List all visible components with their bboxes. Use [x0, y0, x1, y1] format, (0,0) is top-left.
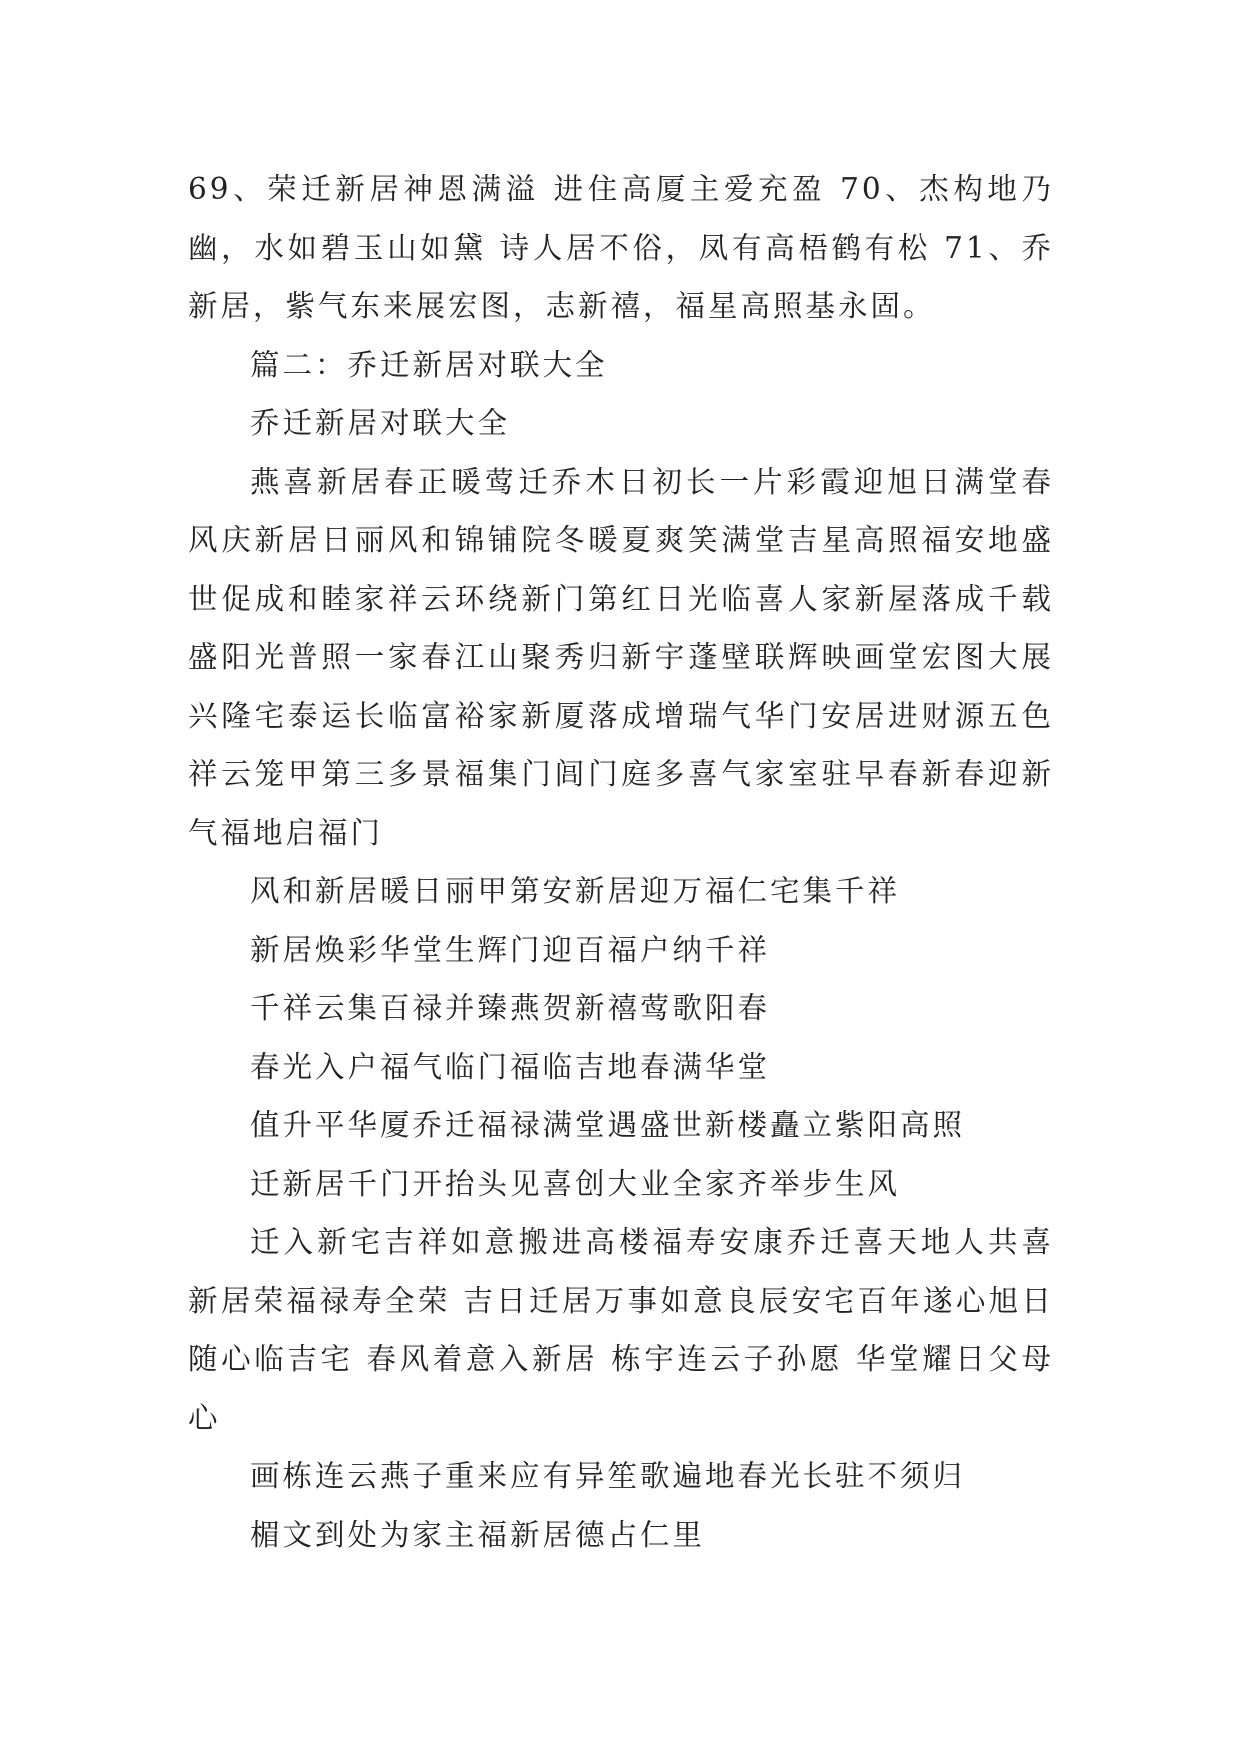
paragraph-couplets-block: 燕喜新居春正暖莺迁乔木日初长一片彩霞迎旭日满堂春风庆新居日丽风和锦铺院冬暖夏爽笑满堂吉星高照福安地盛世促成和睦家祥云环绕新门第红日光临喜人家新屋落成千载盛阳光普照一家春江山聚秀归新宇蓬壁联辉映画堂宏图大展兴隆宅泰运长临富裕家新厦落成增瑞气华门安居进财源五色祥云笼甲第三多景福集门闾门庭多喜气家室驻早春新春迎新气福地启福门	[188, 464, 1054, 850]
section-subtitle: 乔迁新居对联大全	[250, 406, 511, 440]
couplet-line: 新居焕彩华堂生辉门迎百福户纳千祥	[250, 932, 771, 967]
section-heading: 篇二：乔迁新居对联大全	[250, 347, 608, 382]
couplet-line: 春光入户福气临门福临吉地春满华堂	[250, 1049, 771, 1084]
couplet-line: 风和新居暖日丽甲第安新居迎万福仁宅集千祥	[250, 874, 901, 908]
couplet-line: 千祥云集百禄并臻燕贺新禧莺歌阳春	[250, 991, 771, 1025]
paragraph-couplets-69-71: 69、荣迁新居神恩满溢 进住高厦主爱充盈 70、杰构地乃幽，水如碧玉山如黛 诗人居不俗，凤有高梧鹤有松 71、乔新居，紫气东来展宏图，志新禧，福星高照基永固。	[188, 172, 1054, 323]
couplet-line: 迁新居千门开抬头见喜创大业全家齐举步生风	[250, 1166, 901, 1201]
couplet-line: 画栋连云燕子重来应有异笙歌遍地春光长驻不须归	[250, 1459, 966, 1493]
paragraph-couplets-block: 迁入新宅吉祥如意搬进高楼福寿安康乔迁喜天地人共喜新居荣福禄寿全荣 吉日迁居万事如意良辰安宅百年遂心旭日随心临吉宅 春风着意入新居 栋宇连云子孙愿 华堂耀日父母心	[188, 1225, 1054, 1435]
couplet-line: 楣文到处为家主福新居德占仁里	[250, 1517, 706, 1552]
couplet-line: 值升平华厦乔迁福禄满堂遇盛世新楼矗立紫阳高照	[250, 1108, 966, 1142]
document-body	[188, 160, 1054, 1564]
